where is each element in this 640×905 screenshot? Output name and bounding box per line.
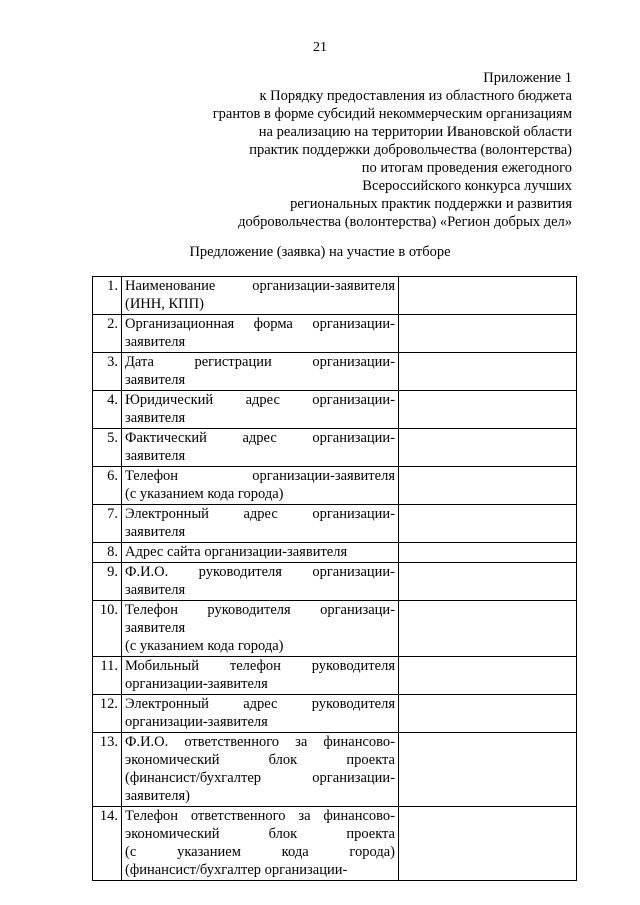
field-value-cell[interactable] (399, 601, 577, 657)
field-label (122, 807, 399, 881)
field-label-line: заявителя (125, 620, 186, 636)
table-row (93, 277, 577, 315)
field-label-line: заявителя (125, 410, 186, 426)
appendix-line: региональных практик поддержки и развития (290, 196, 572, 212)
field-label (122, 353, 399, 391)
field-label-line: заявителя (125, 334, 186, 350)
field-label-line: Наименование организации-заявителя (125, 278, 395, 294)
table-row (93, 807, 577, 881)
field-value-cell[interactable] (399, 807, 577, 881)
field-value-cell[interactable] (399, 505, 577, 543)
field-label-line: организации-заявителя (125, 714, 268, 730)
field-value-cell[interactable] (399, 353, 577, 391)
field-label (122, 657, 399, 695)
field-label-line: экономический блок проекта (125, 826, 395, 842)
field-label-line: Ф.И.О. руководителя организации- (125, 564, 395, 580)
field-label-line: Фактический адрес организации- (125, 430, 395, 446)
row-number: 5. (93, 429, 122, 467)
field-label-line: (с указанием кода города) (125, 638, 284, 654)
field-label-line: Телефон организации-заявителя (125, 468, 395, 484)
row-number: 14. (93, 807, 122, 881)
application-table-body (93, 277, 577, 881)
field-label (122, 601, 399, 657)
field-label-line: Юридический адрес организации- (125, 392, 395, 408)
field-label-line: Телефон ответственного за финансово- (125, 808, 395, 824)
table-row (93, 563, 577, 601)
field-label-line: заявителя (125, 372, 186, 388)
table-row (93, 467, 577, 505)
appendix-block (152, 69, 572, 231)
table-row (93, 695, 577, 733)
appendix-line: по итогам проведения ежегодного (361, 160, 572, 176)
field-label (122, 505, 399, 543)
field-label-line: Электронный адрес организации- (125, 506, 395, 522)
field-value-cell[interactable] (399, 429, 577, 467)
field-label-line: (с указанием кода города) (125, 486, 284, 502)
field-label-line: экономический блок проекта (125, 752, 395, 768)
row-number: 1. (93, 277, 122, 315)
field-value-cell[interactable] (399, 563, 577, 601)
field-value-cell[interactable] (399, 543, 577, 563)
field-label-line: организации-заявителя (125, 676, 268, 692)
field-label-line: Электронный адрес руководителя (125, 696, 395, 712)
table-row (93, 543, 577, 563)
table-row (93, 733, 577, 807)
row-number: 12. (93, 695, 122, 733)
field-label (122, 277, 399, 315)
field-label-line: Ф.И.О. ответственного за финансово- (125, 734, 395, 750)
row-number: 8. (93, 543, 122, 563)
field-label-line: заявителя (125, 448, 186, 464)
form-title: Предложение (заявка) на участие в отборе (189, 244, 451, 260)
field-label-line: (финансист/бухгалтер организации- (125, 862, 348, 878)
field-label-line: заявителя) (125, 788, 190, 804)
field-label-line: заявителя (125, 582, 186, 598)
field-label-line: Организационная форма организации- (125, 316, 395, 332)
row-number: 6. (93, 467, 122, 505)
row-number: 7. (93, 505, 122, 543)
field-value-cell[interactable] (399, 657, 577, 695)
table-row (93, 601, 577, 657)
row-number: 4. (93, 391, 122, 429)
appendix-line: на реализацию на территории Ивановской области (258, 124, 572, 140)
appendix-line: Всероссийского конкурса лучших (362, 178, 572, 194)
field-label-line: (финансист/бухгалтер организации- (125, 770, 395, 786)
field-label (122, 315, 399, 353)
field-label-line: заявителя (125, 524, 186, 540)
field-label (122, 391, 399, 429)
table-row (93, 315, 577, 353)
row-number: 3. (93, 353, 122, 391)
row-number: 2. (93, 315, 122, 353)
appendix-line: Приложение 1 (483, 70, 572, 86)
field-label-line: Дата регистрации организации- (125, 354, 395, 370)
field-label-line: Телефон руководителя организаци- (125, 602, 395, 618)
appendix-line: добровольчества (волонтерства) «Регион добрых дел» (238, 214, 572, 230)
field-label-line: Мобильный телефон руководителя (125, 658, 395, 674)
field-label (122, 563, 399, 601)
table-row (93, 353, 577, 391)
field-value-cell[interactable] (399, 733, 577, 807)
appendix-line: грантов в форме субсидий некоммерческим организациям (212, 106, 572, 122)
field-value-cell[interactable] (399, 467, 577, 505)
field-value-cell[interactable] (399, 277, 577, 315)
field-label-line: Адрес сайта организации-заявителя (125, 544, 348, 560)
row-number: 11. (93, 657, 122, 695)
field-value-cell[interactable] (399, 391, 577, 429)
appendix-line: практик поддержки добровольчества (волонтерства) (249, 142, 572, 158)
table-row (93, 391, 577, 429)
field-value-cell[interactable] (399, 695, 577, 733)
appendix-line: к Порядку предоставления из областного бюджета (259, 88, 572, 104)
row-number: 9. (93, 563, 122, 601)
field-value-cell[interactable] (399, 315, 577, 353)
field-label (122, 733, 399, 807)
table-row (93, 505, 577, 543)
field-label-line: (с указанием кода города) (125, 844, 395, 860)
field-label (122, 543, 399, 563)
field-label (122, 695, 399, 733)
field-label (122, 429, 399, 467)
application-table (92, 276, 577, 881)
row-number: 13. (93, 733, 122, 807)
table-row (93, 657, 577, 695)
row-number: 10. (93, 601, 122, 657)
page-number: 21 (313, 40, 327, 55)
table-row (93, 429, 577, 467)
field-label-line: (ИНН, КПП) (125, 296, 204, 312)
field-label (122, 467, 399, 505)
